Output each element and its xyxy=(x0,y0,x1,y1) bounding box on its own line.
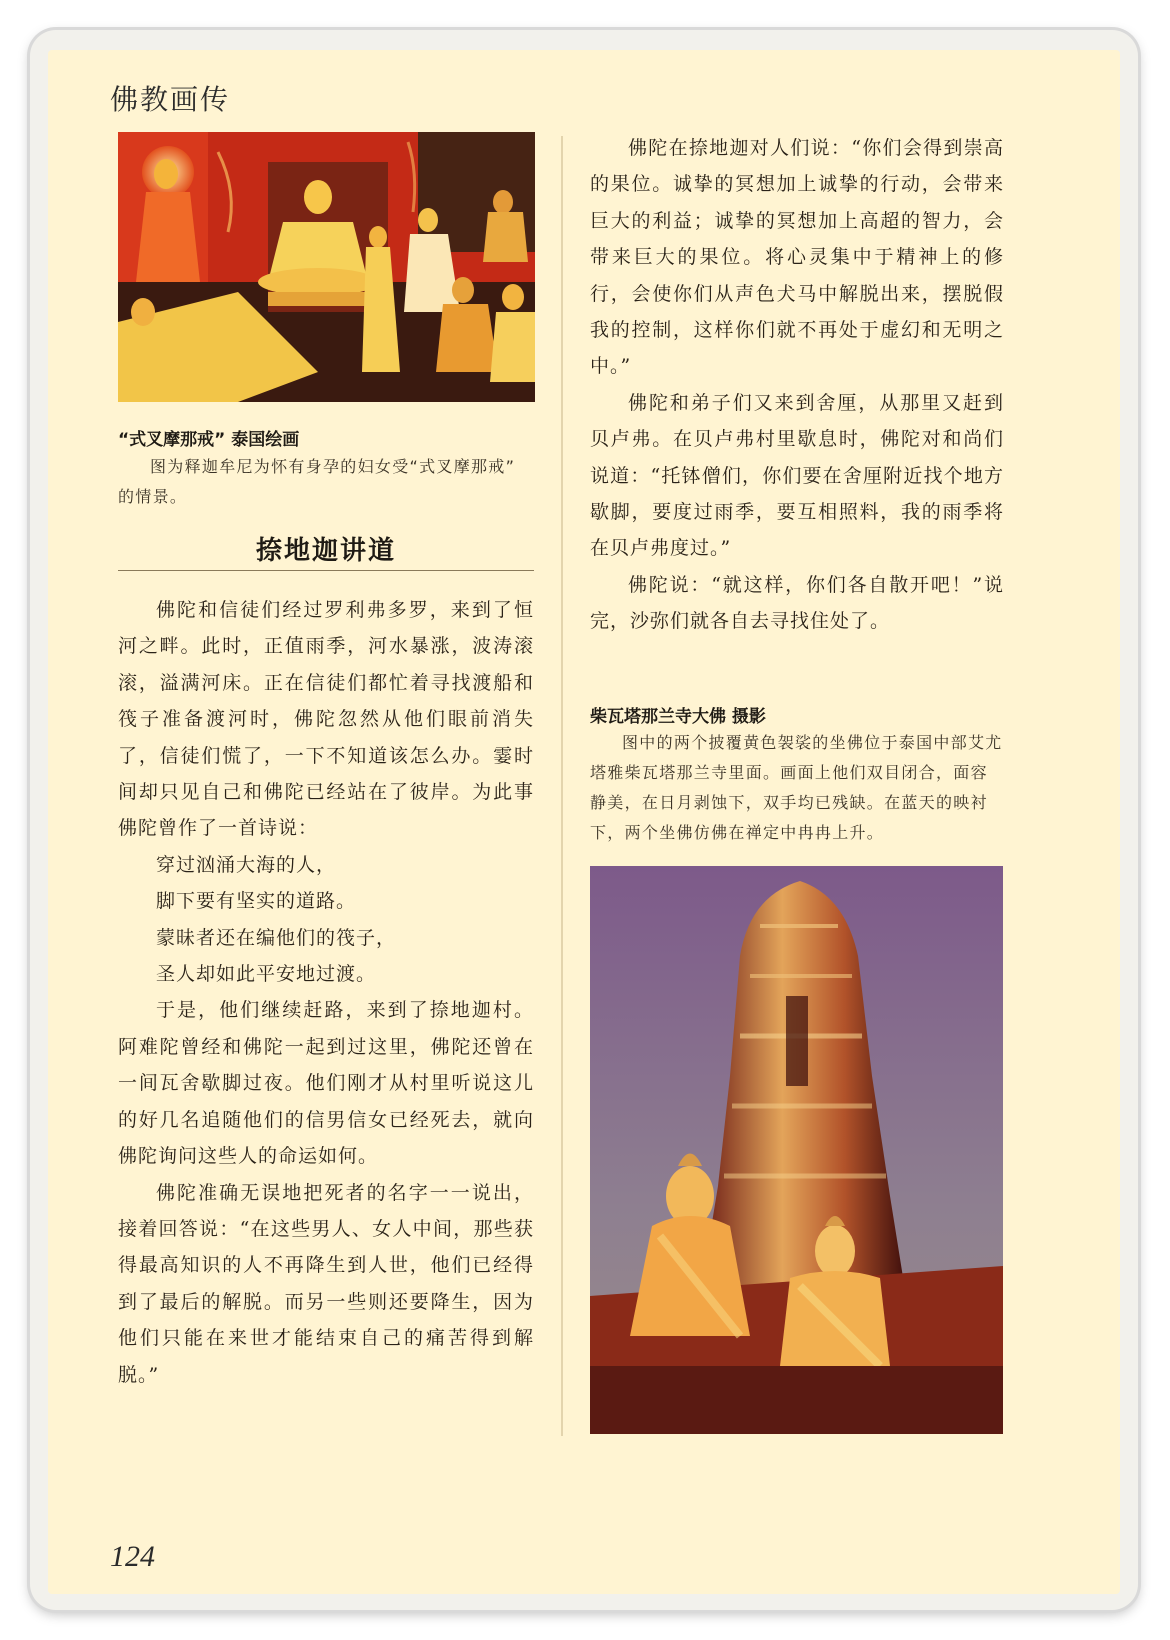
page-number: 124 xyxy=(110,1540,155,1573)
verse-line: 穿过汹涌大海的人， xyxy=(156,853,337,876)
painting-caption-text: 图为释迦牟尼为怀有身孕的妇女受“式叉摩那戒” 的情景。 xyxy=(118,457,516,506)
temple-caption-title: 柴瓦塔那兰寺大佛 摄影 xyxy=(590,707,766,727)
verse-line: 脚下要有坚实的道路。 xyxy=(156,890,357,913)
left-column-text xyxy=(118,592,534,1393)
thai-painting-image xyxy=(118,132,535,402)
paragraph: 于是，他们继续赶路，来到了捺地迦村。阿难陀曾经和佛陀一起到过这里，佛陀还曾在一间瓦舍歇脚过夜。他们刚才从村里听说这儿的好几名追随他们的信男信女已经死去，就向佛陀询问这些人的命运如何。 xyxy=(118,999,534,1168)
temple-photo-image xyxy=(590,866,1003,1434)
paragraph: 佛陀说：“就这样，你们各自散开吧！”说完，沙弥们就各自去寻找住处了。 xyxy=(590,573,1004,633)
paragraph: 佛陀和信徒们经过罗利弗多罗，来到了恒河之畔。此时，正值雨季，河水暴涨，波涛滚滚，溢满河床。正在信徒们都忙着寻找渡船和筏子准备渡河时，佛陀忽然从他们眼前消失了，信徒们慌了，一下不知道该怎么办。霎时间却只见自己和佛陀已经站在了彼岸。为此事佛陀曾作了一首诗说： xyxy=(118,599,534,840)
section-rule xyxy=(118,570,534,571)
paragraph: 佛陀准确无误地把死者的名字一一说出，接着回答说：“在这些男人、女人中间，那些获得最高知识的人不再降生到人世，他们已经得到了最后的解脱。而另一些则还要降生，因为他们只能在来世才能结束自己的痛苦得到解脱。” xyxy=(118,1181,534,1386)
painting-caption-title: “式叉摩那戒” 泰国绘画 xyxy=(118,430,300,450)
running-head: 佛教画传 xyxy=(110,83,231,116)
section-title: 捺地迦讲道 xyxy=(255,536,396,566)
column-divider xyxy=(561,136,563,1436)
verse-line: 蒙昧者还在编他们的筏子， xyxy=(156,926,397,949)
temple-caption-text: 图中的两个披覆黄色袈裟的坐佛位于泰国中部艾尤塔雅柴瓦塔那兰寺里面。画面上他们双目闭合，面容静美，在日月剥蚀下，双手均已残缺。在蓝天的映衬下，两个坐佛仿佛在禅定中冉冉上升。 xyxy=(590,733,1003,842)
paragraph: 佛陀在捺地迦对人们说：“你们会得到崇高的果位。诚挚的冥想加上诚挚的行动，会带来巨大的利益；诚挚的冥想加上高超的智力，会带来巨大的果位。将心灵集中于精神上的修行，会使你们从声色犬马中解脱出来，摆脱假我的控制，这样你们就不再处于虚幻和无明之中。” xyxy=(590,137,1004,378)
paragraph: 佛陀和弟子们又来到舍厘，从那里又赶到贝卢弗。在贝卢弗村里歇息时，佛陀对和尚们说道：“托钵僧们，你们要在舍厘附近找个地方歇脚，要度过雨季，要互相照料，我的雨季将在贝卢弗度过。” xyxy=(590,391,1004,560)
right-column-text xyxy=(590,130,1004,640)
verse-line: 圣人却如此平安地过渡。 xyxy=(156,963,377,986)
